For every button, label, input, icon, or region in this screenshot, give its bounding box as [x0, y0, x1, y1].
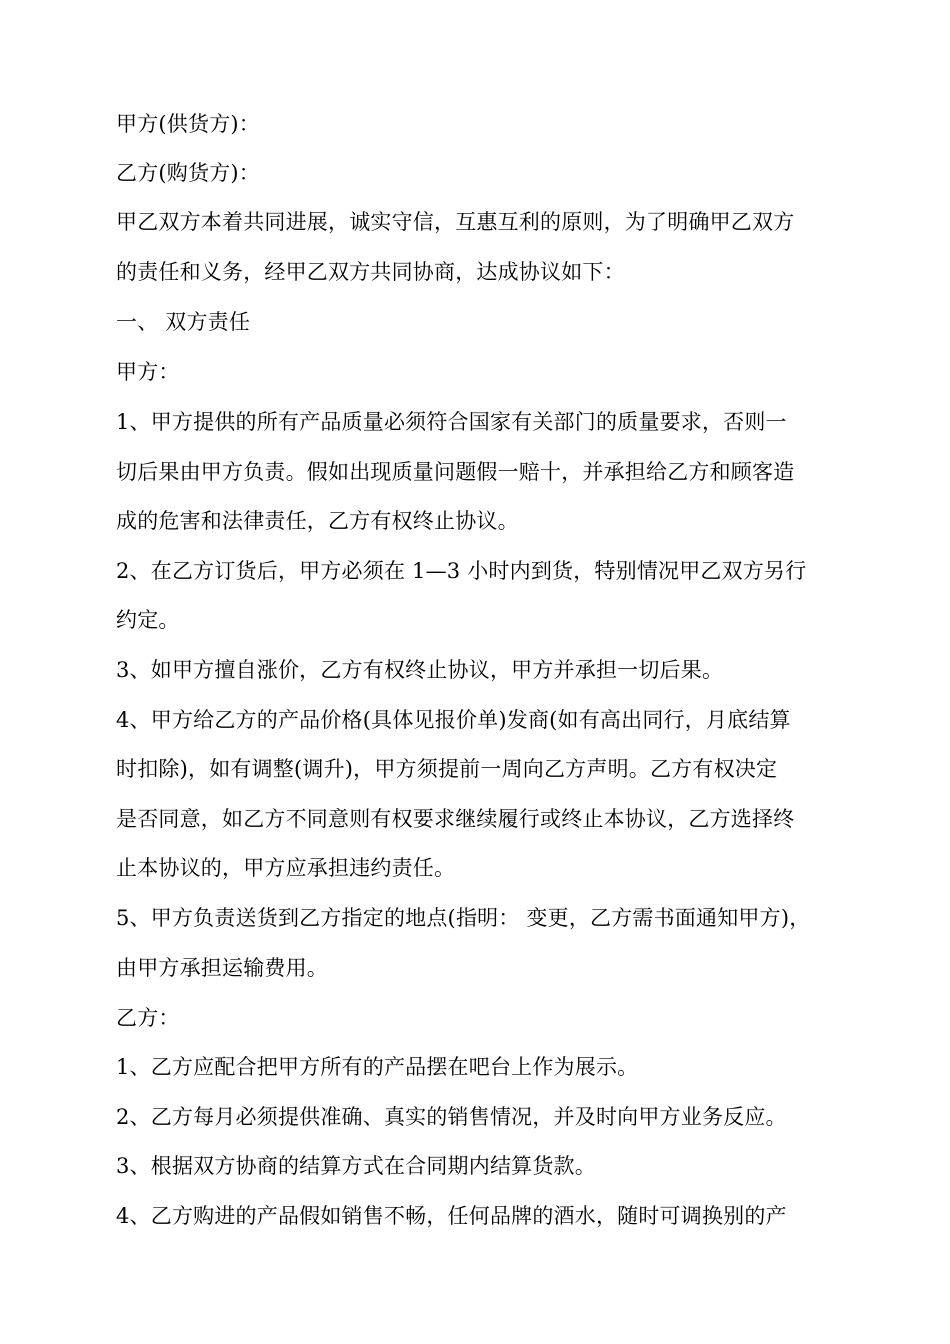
clause-b1-line-1: 1、乙方应配合把甲方所有的产品摆在吧台上作为展示。	[116, 1055, 639, 1079]
clause-a4-line-4: 止本协议的，甲方应承担违约责任。	[116, 856, 456, 880]
clause-a4-line-2: 时扣除)，如有调整(调升)，甲方须提前一周向乙方声明。乙方有权决定	[116, 757, 778, 781]
section-heading: 一、 双方责任	[116, 310, 251, 334]
party-a-label: 甲方(供货方)：	[116, 112, 260, 136]
clause-a4-line-1: 4、甲方给乙方的产品价格(具体见报价单)发商(如有高出同行，月底结算	[116, 708, 791, 732]
preamble-line-1: 甲乙双方本着共同进展，诚实守信，互惠互利的原则，为了明确甲乙双方	[116, 210, 795, 234]
preamble-line-2: 的责任和义务，经甲乙双方共同协商，达成协议如下：	[116, 260, 625, 284]
clause-a1-line-3: 成的危害和法律责任，乙方有权终止协议。	[116, 509, 519, 533]
party-b-heading: 乙方：	[116, 1006, 180, 1030]
clause-b3-line-1: 3、根据双方协商的结算方式在合同期内结算货款。	[116, 1154, 596, 1178]
clause-a3-line-1: 3、如甲方擅自涨价，乙方有权终止协议，甲方并承担一切后果。	[116, 658, 724, 682]
clause-a2-line-1: 2、在乙方订货后，甲方必须在 1—3 小时内到货，特别情况甲乙双方另行	[116, 559, 807, 583]
party-a-heading: 甲方：	[116, 360, 180, 384]
clause-a1-line-1: 1、甲方提供的所有产品质量必须符合国家有关部门的质量要求，否则一	[116, 410, 787, 434]
clause-a5-line-1: 5、甲方负责送货到乙方指定的地点(指明： 变更，乙方需书面通知甲方)，	[116, 906, 811, 930]
clause-a1-line-2: 切后果由甲方负责。假如出现质量问题假一赔十，并承担给乙方和顾客造	[116, 460, 795, 484]
clause-b2-line-1: 2、乙方每月必须提供准确、真实的销售情况，并及时向甲方业务反应。	[116, 1105, 787, 1129]
clause-b4-line-1: 4、乙方购进的产品假如销售不畅，任何品牌的酒水，随时可调换别的产	[116, 1204, 787, 1228]
clause-a2-line-2: 约定。	[116, 608, 180, 632]
clause-a4-line-3: 是否同意，如乙方不同意则有权要求继续履行或终止本协议，乙方选择终	[116, 807, 795, 831]
party-b-label: 乙方(购货方)：	[116, 161, 260, 185]
clause-a5-line-2: 由甲方承担运输费用。	[116, 956, 328, 980]
